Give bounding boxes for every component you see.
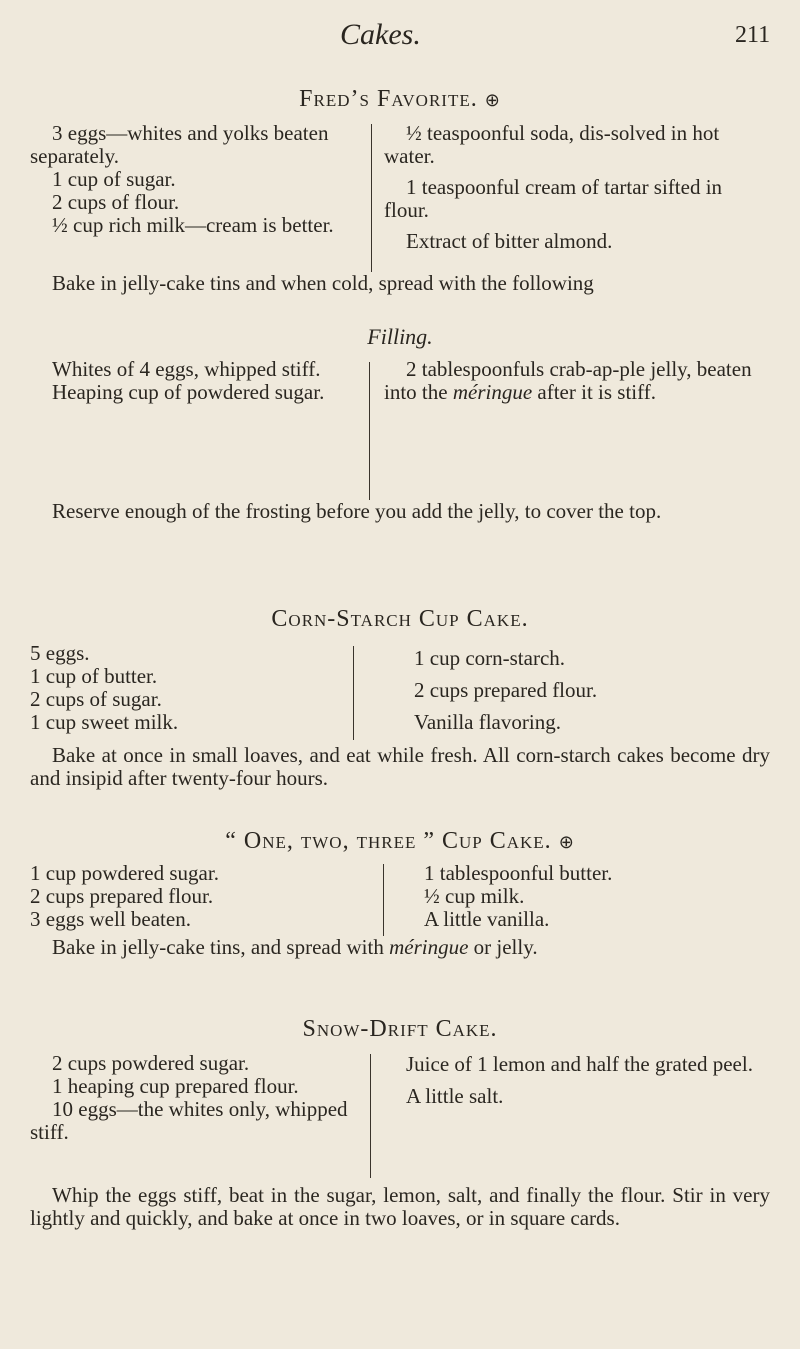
recipe-directions: [30, 272, 770, 295]
ingredients-left: [30, 642, 350, 734]
french-term: méringue: [452, 380, 533, 404]
filling-subheading: Filling.: [367, 324, 433, 349]
directions-text: Reserve enough of the frosting before you add the jelly, to cover the top.: [52, 499, 662, 523]
recipe-title-corn-starch-cup-cake: [0, 606, 800, 633]
ingredient: 3 eggs well beaten.: [30, 907, 191, 931]
ingredient: 3 eggs—whites and yolks beaten separately.: [30, 121, 329, 168]
ingredients-left: [30, 122, 370, 237]
ingredient: 2 cups prepared flour.: [414, 678, 598, 702]
recipe-title-snow-drift-cake: [0, 1016, 800, 1043]
ingredient: Extract of bitter almond.: [406, 229, 613, 253]
column-divider: [383, 864, 384, 936]
filling-ingredients-right: [384, 358, 770, 404]
ingredient: 1 cup of sugar.: [52, 167, 176, 191]
ingredient: ½ teaspoonful soda, dis-solved in hot water.: [384, 121, 720, 168]
recipe-directions: [30, 744, 770, 790]
column-divider: [353, 646, 354, 740]
directions-text: Bake at once in small loaves, and eat while fresh. All corn-starch cakes become dry and insipid after twenty-four hours.: [30, 743, 770, 790]
recipe-title-text: Snow-Drift Cake.: [302, 1016, 498, 1042]
ingredients-right: [424, 862, 770, 931]
ingredient: 1 heaping cup prepared flour.: [52, 1074, 299, 1098]
ingredients-left: [30, 862, 370, 931]
ingredient: Vanilla flavoring.: [414, 710, 561, 734]
approved-mark-icon: ⊕: [484, 90, 501, 110]
ingredients-right: [384, 122, 770, 253]
recipe-title-freds-favorite: [0, 86, 800, 113]
ingredient: Whites of 4 eggs, whipped stiff.: [52, 357, 321, 381]
column-divider: [370, 1054, 371, 1178]
directions-text: Whip the eggs stiff, beat in the sugar, lemon, salt, and finally the flour. Stir in very lightly and quickly, and bake at once in two loaves, or in square cards.: [30, 1183, 770, 1230]
ingredient: 1 cup of butter.: [30, 664, 158, 688]
ingredient: 1 tablespoonful butter.: [424, 861, 613, 885]
ingredient: 5 eggs.: [30, 641, 90, 665]
recipe-title-one-two-three-cup-cake: [0, 828, 800, 855]
column-divider: [371, 124, 372, 272]
ingredient: 2 cups of flour.: [52, 190, 180, 214]
page-number: 211: [735, 22, 771, 48]
recipe-directions: [30, 500, 770, 523]
directions-text: Bake in jelly-cake tins and when cold, spread with the following: [52, 271, 594, 295]
ingredient: 2 cups powdered sugar.: [52, 1051, 250, 1075]
recipe-directions: [30, 1184, 770, 1230]
ingredients-left: [30, 1052, 370, 1144]
ingredients-right: [414, 642, 770, 738]
directions-text: Bake in jelly-cake tins, and spread with méringue or jelly.: [52, 935, 538, 959]
ingredient: 1 teaspoonful cream of tartar sifted in flour.: [384, 175, 723, 222]
page-header: [0, 18, 800, 58]
ingredients-right: [384, 1052, 770, 1108]
ingredient: 2 tablespoonfuls crab-ap-ple jelly, beaten into the méringue after it is stiff.: [384, 357, 752, 404]
ingredient: Juice of 1 lemon and half the grated peel.: [406, 1052, 753, 1076]
recipe-title-text: “ One, two, three ” Cup Cake.: [225, 828, 552, 854]
ingredient: 1 cup powdered sugar.: [30, 861, 219, 885]
ingredient: 2 cups prepared flour.: [30, 884, 214, 908]
french-term: méringue: [389, 935, 469, 959]
running-title: Cakes.: [340, 18, 421, 51]
ingredient: 1 cup sweet milk.: [30, 710, 179, 734]
approved-mark-icon: ⊕: [558, 832, 575, 852]
ingredient: Heaping cup of powdered sugar.: [52, 380, 325, 404]
ingredient: 10 eggs—the whites only, whipped stiff.: [30, 1097, 348, 1144]
ingredient: 2 cups of sugar.: [30, 687, 162, 711]
ingredient: 1 cup corn-starch.: [414, 646, 566, 670]
recipe-title-text: Corn-Starch Cup Cake.: [271, 606, 529, 632]
recipe-title-text: Fred’s Favorite.: [299, 86, 478, 112]
recipe-directions: [30, 936, 770, 959]
ingredient: A little salt.: [406, 1084, 504, 1108]
ingredient: ½ cup rich milk—cream is better.: [52, 213, 334, 237]
ingredient: ½ cup milk.: [424, 884, 525, 908]
filling-ingredients-left: [30, 358, 366, 404]
column-divider: [369, 362, 370, 500]
ingredient: A little vanilla.: [424, 907, 550, 931]
